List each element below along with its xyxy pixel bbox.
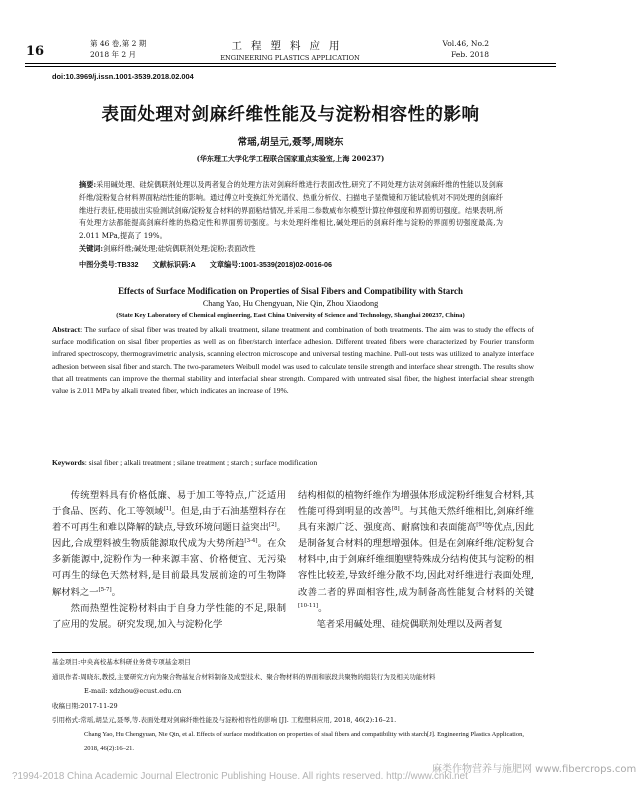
paragraph: 笔者采用碱处理、硅烷偶联剂处理以及两者复 bbox=[316, 618, 503, 630]
keywords-zh bbox=[79, 243, 509, 256]
email-address[interactable]: E-mail: xdzhou@ecust.edu.cn bbox=[84, 687, 182, 696]
text-run: 等优点,因此是制备复合材料的理想增强体。但是在剑麻纤维/淀粉复合材料中,由于剑麻纤维细胞壁特殊成分结构使其与淀粉的相容性比较差,导致纤维分散不均,因此对纤维进行表面处理,改善二者的界面相容性,成为制备高性能复合材料的关键 bbox=[298, 522, 534, 598]
reference-marker[interactable]: [9] bbox=[476, 522, 485, 529]
header-rule-thick bbox=[25, 63, 556, 64]
volume-issue bbox=[90, 38, 146, 60]
reference-marker[interactable]: [1] bbox=[163, 506, 172, 513]
reference-marker[interactable]: [8] bbox=[391, 506, 400, 513]
text-run: 。因此,合成塑料被生物质能源取代成为大势所趋 bbox=[52, 522, 286, 550]
affiliation-en: (State Key Laboratory of Chemical engineering, East China University of Science and Technology, Shanghai 200237, China) bbox=[116, 312, 465, 319]
paragraph bbox=[52, 488, 286, 601]
authors-zh: 常瑶,胡呈元,聂琴,周晓东 bbox=[237, 137, 344, 148]
page-number: 16 bbox=[26, 44, 45, 59]
text-run: 。但是,由于石油基塑料存在着不可再生和难以降解的缺点,导致环境问题日益突出 bbox=[52, 506, 286, 534]
abstract-zh-text: 采用碱处理、硅烷偶联剂处理以及两者复合的处理方法对剑麻纤维进行表面改性,研究了不同处理方法对剑麻纤维的性能以及剑麻纤维/淀粉复合材料界面粘结性能的影响。通过傅立叶变换红外光谱仪、热重分析仪、扫描电子显微镜和万能试验机对不同处理的剑麻纤维进行表征,使用拔出实验测试剑麻/淀粉复合材料的界面粘结情况,并采用二参数威布尔模型计算拉伸强度和界面剪切强度。结果表明,所有处理方法都能提高剑麻纤维的热稳定性和界面剪切强度。与未处理纤维相比,碱处理后的剑麻纤维与淀粉的界面剪切强度最高,为 2.011 MPa,提高了 19%。 bbox=[79, 180, 503, 241]
title-zh: 表面处理对剑麻纤维性能及与淀粉相容性的影响 bbox=[101, 105, 480, 125]
reference-marker[interactable]: [10-11] bbox=[298, 602, 319, 609]
paragraph: 然而热塑性淀粉材料由于自身力学性能的不足,限制了应用的发展。研究发现,加入与淀粉化学 bbox=[52, 602, 286, 630]
citation-en: Chang Yao, Hu Chengyuan, Nie Qin, et al. Effects of surface modification on properties of sisal fibers and compatibility with starch[J]. Engineering Plastics Application, 2018, 46(2):16–21. bbox=[84, 730, 524, 752]
reference-marker[interactable]: [5-7] bbox=[98, 586, 112, 593]
copyright-footer: ?1994-2018 China Academic Journal Electronic Publishing House. All rights reserved. http://www.cnki.net bbox=[12, 771, 468, 782]
keywords-zh-text: 剑麻纤维;碱处理;硅烷偶联剂处理;淀粉;表面改性 bbox=[103, 244, 256, 253]
body-column-right bbox=[298, 488, 534, 633]
title-en: Effects of Surface Modification on Properties of Sisal Fibers and Compatibility with Starch bbox=[118, 286, 463, 296]
date-line: 2018 年 2 月 bbox=[90, 50, 137, 59]
journal-name-en: ENGINEERING PLASTICS APPLICATION bbox=[220, 54, 360, 62]
text-run: 。 bbox=[111, 586, 121, 598]
volume-issue-en bbox=[443, 38, 489, 60]
date-line-en: Feb. 2018 bbox=[451, 50, 489, 59]
article-id: 文章编号:1001-3539(2018)02-0016-06 bbox=[209, 261, 332, 269]
journal-name bbox=[170, 38, 410, 62]
text-run: 。与其他天然纤维相比,剑麻纤维具有来源广泛、强度高、耐腐蚀和表面能高 bbox=[298, 506, 534, 534]
footnote-rule bbox=[52, 652, 534, 653]
journal-name-zh: 工程塑料应用 bbox=[231, 40, 349, 52]
abstract-zh bbox=[79, 179, 503, 243]
header-rule-thin bbox=[25, 66, 556, 67]
corresponding-author-note: 通讯作者:周晓东,教授,主要研究方向为聚合物基复合材料制备及成型技术、聚合物材料的界面和嵌段共聚物的组装行为及相关功能材料 bbox=[52, 672, 436, 681]
text-run: 。 bbox=[318, 602, 328, 614]
footnotes bbox=[52, 655, 534, 756]
text-run: 传统塑料具有价格低廉、易于加工等特点,广泛适用于食品、医药、化工等领域 bbox=[52, 490, 286, 518]
keywords-en bbox=[52, 458, 534, 467]
abstract-en-text: : The surface of sisal fiber was treated by alkali treatment, silane treatment and combination of both treatments. The aim was to study the effects of surface modification on sisal fiber properties as well as on fiber/starch interface adhesion. Different treated fibers were characterized by Fourier transform infrared spectroscopy, thermogravimetric analysis, scanning electron microscope and universal testing machine. Pull-out tests was utilized to analyze interface adhesion between sisal fiber and starch. The two-parameters Weibull model was used to calculate tensile strength and interface shear strength. The results show that all treatments can improve the thermal stability and interfacial shear strength. Compared with untreated sisal fiber, the highest interfacial shear strength value is 2.011 MPa by alkali treated fiber, which indicates an increase of 19%. bbox=[52, 325, 534, 396]
authors-en: Chang Yao, Hu Chengyuan, Nie Qin, Zhou Xiaodong bbox=[202, 299, 379, 308]
volume-line: 第 46 卷,第 2 期 bbox=[90, 39, 147, 48]
keywords-zh-label: 关键词: bbox=[79, 244, 104, 253]
text-run: 结构相似的植物纤维作为增强体形成淀粉纤维复合材料,其性能可得到明显的改善 bbox=[298, 490, 534, 518]
citation-zh: 引用格式:常瑶,胡呈元,聂琴,等.表面处理对剑麻纤维性能及与淀粉相容性的影响 [J]. 工程塑料应用, 2018, 46(2):16–21. bbox=[52, 716, 397, 725]
volume-line-en: Vol.46, No.2 bbox=[442, 39, 489, 48]
funding-note: 基金项目:中央高校基本科研业务费专项基金项目 bbox=[52, 658, 191, 666]
affiliation-zh: (华东理工大学化学工程联合国家重点实验室,上海 200237) bbox=[196, 154, 385, 163]
reference-marker[interactable]: [2] bbox=[268, 522, 277, 529]
body-column-left bbox=[52, 488, 286, 633]
keywords-en-label: Keywords bbox=[52, 458, 85, 467]
clc-number: 中图分类号:TB332 bbox=[79, 261, 139, 269]
abstract-zh-label: 摘要: bbox=[79, 180, 97, 189]
abstract-en bbox=[52, 324, 534, 397]
paragraph bbox=[298, 488, 534, 617]
classification-line bbox=[79, 259, 509, 272]
reference-marker[interactable]: [3-4] bbox=[244, 538, 258, 545]
abstract-en-label: Abstract bbox=[52, 325, 81, 334]
document-code: 文献标识码:A bbox=[152, 261, 196, 269]
received-date: 收稿日期:2017-11-29 bbox=[52, 701, 118, 710]
site-watermark: 麻类作物营养与施肥网 www.fibercrops.com bbox=[432, 764, 636, 775]
doi: doi:10.3969/j.issn.1001-3539.2018.02.004 bbox=[52, 72, 194, 81]
keywords-en-text: : sisal fiber ; alkali treatment ; silane treatment ; starch ; surface modification bbox=[84, 458, 318, 467]
text-run: 。在众多新能源中,淀粉作为一种来源丰富、价格便宜、无污染可再生的绿色天然材料,是目前最具发展前途的可生物降解材料之一 bbox=[52, 538, 286, 598]
